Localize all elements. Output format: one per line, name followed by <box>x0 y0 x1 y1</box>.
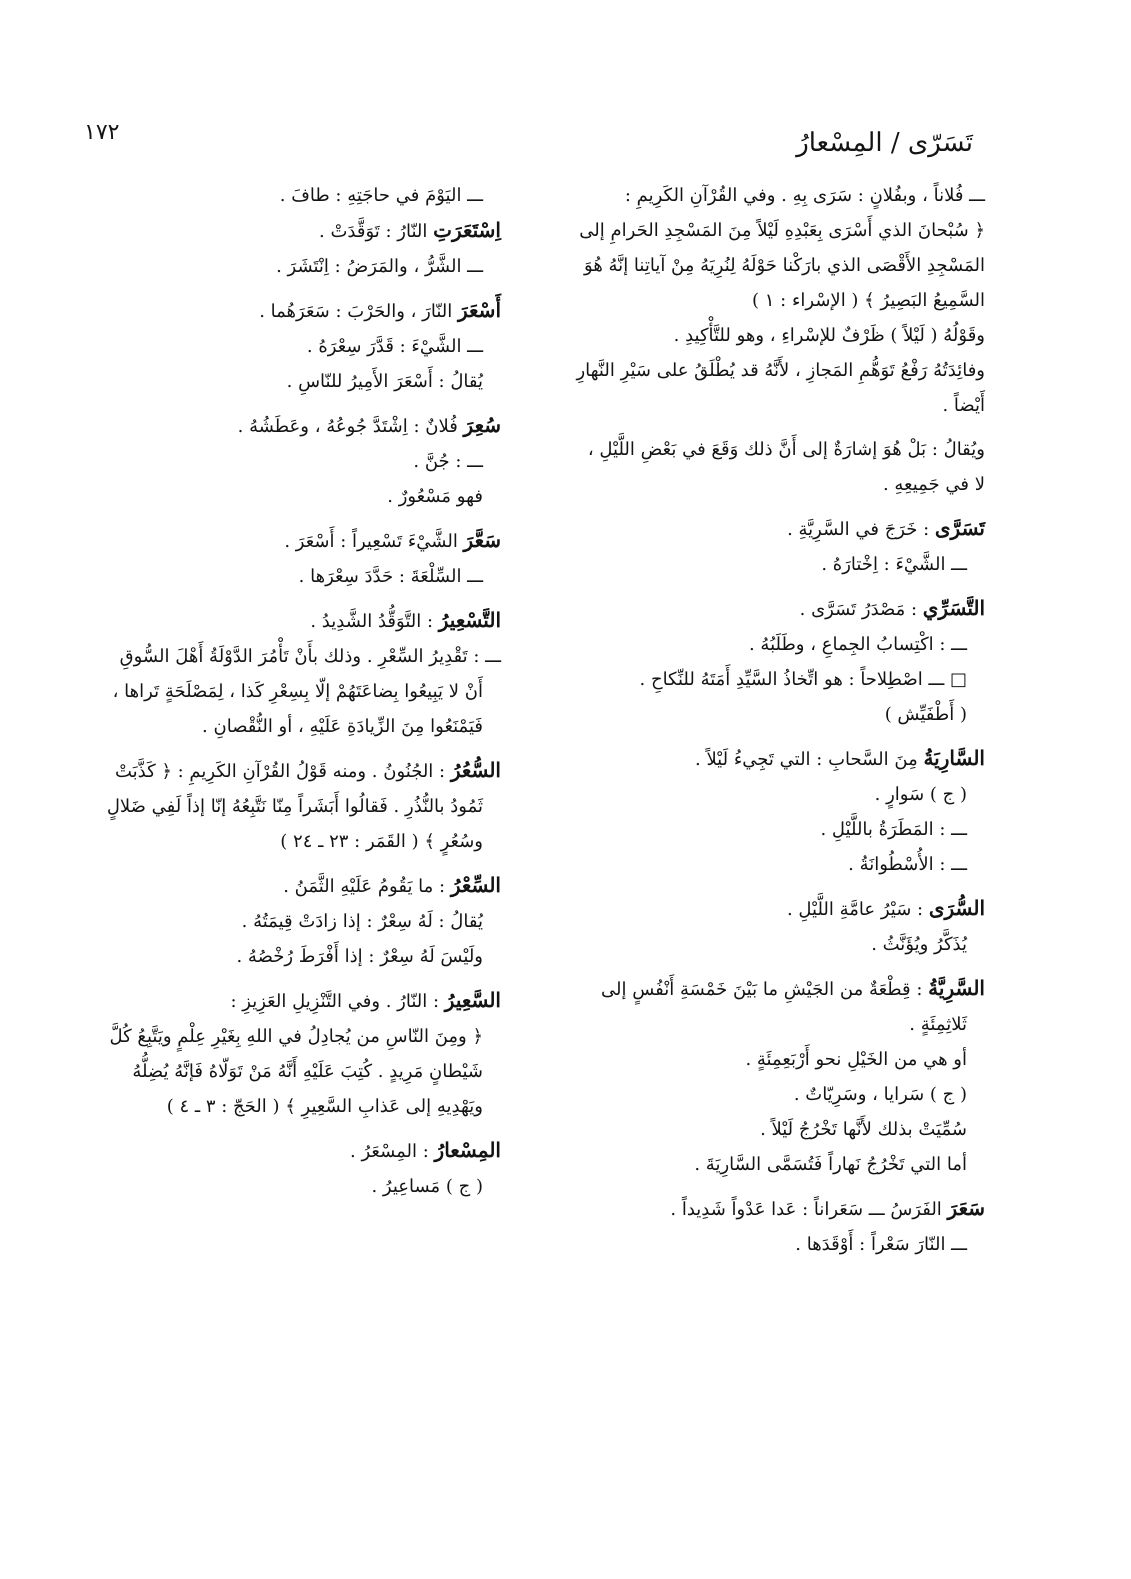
definition-text: ( ج ) مَساعِيرُ . <box>371 1176 483 1197</box>
definition-text: أَنْ لا يَبِيعُوا بِضاعَتَهُمْ إلّا بِسِعْرِ كَذا ، لِمَصْلَحَةٍ تَراها ، <box>112 681 483 702</box>
definition-text: المَسْجِدِ الأَقْصَى الذي بارَكْنا حَوْلَهُ لِنُرِيَهُ مِنْ آياتِنا إنَّهُ هُوَ <box>584 255 985 276</box>
definition-line <box>549 283 985 318</box>
definition-text: : سَيْرُ عامَّةِ اللَّيْلِ . <box>786 899 929 920</box>
dictionary-column-right <box>549 178 985 1262</box>
definition-text: ـــ الشَّرُّ ، والمَرَضُ : اِنْتَشَرَ . <box>276 256 483 277</box>
definition-line <box>549 353 985 388</box>
definition-text: وقَوْلُهُ ( لَيْلاً ) ظَرْفٌ للإسْراءِ ، وهو للتَّأْكِيدِ . <box>673 325 985 346</box>
headword: السُّرَى <box>928 896 985 920</box>
definition-text: يُقالُ : أَسْعَرَ الأَمِيرُ للنّاسِ . <box>286 371 483 392</box>
definition-text: يُقالُ : لَهُ سِعْرٌ : إذا زادَتْ قِيمَتُهُ . <box>241 911 483 932</box>
definition-line <box>549 697 985 732</box>
definition-text: □ ـــ اصْطِلاحاً : هو اتِّخاذُ السَّيِّدِ أَمَتَهُ للنِّكاحِ . <box>639 669 967 690</box>
definition-text: ثَلاثِمِئَةٍ . <box>909 1014 967 1035</box>
definition-text: مِنَ السَّحابِ : التي تَجِيءُ لَيْلاً . <box>695 749 924 770</box>
definition-text: فهو مَسْعُورٌ . <box>387 486 483 507</box>
headword: التَّسْعِيرُ <box>438 608 501 632</box>
definition-text: ( أَطْفَيِّش ) <box>884 704 967 725</box>
definition-line <box>549 1147 985 1182</box>
definition-line <box>549 1112 985 1147</box>
definition-text: وسُعُرٍ ﴾ ( القَمَر : ٢٣ ـ ٢٤ ) <box>280 831 483 852</box>
definition-text: ـــ السِّلْعَةَ : حَدَّدَ سِعْرَها . <box>298 566 483 587</box>
definition-line <box>51 249 501 284</box>
definition-line <box>51 559 501 594</box>
definition-line <box>549 467 985 502</box>
definition-text: ـــ : الأُسْطُوانَةُ . <box>848 854 967 875</box>
definition-text: ـــ : تَقْدِيرُ السِّعْرِ . وذلك بأَنْ تَأْمُرَ الدَّوْلَةُ أَهْلَ السُّوقِ <box>119 646 501 667</box>
definition-text: ـــ الشَّيْءَ : اِخْتارَهُ . <box>821 554 967 575</box>
definition-text: النّارَ ، والحَرْبَ : سَعَرَهُما . <box>259 301 458 322</box>
definition-line <box>549 662 985 697</box>
definition-line <box>51 1169 501 1204</box>
headword: السَّارِيَةُ <box>923 746 985 770</box>
headword: اِسْتَعَرَتِ <box>433 218 501 242</box>
headword: سَعَرَ <box>947 1196 985 1220</box>
headword: سُعِرَ <box>463 413 501 437</box>
definition-line <box>51 178 501 213</box>
definition-text: : خَرَجَ في السَّرِيَّةِ . <box>787 519 935 540</box>
definition-line <box>51 789 501 824</box>
definition-text: ولَيْسَ لَهُ سِعْرٌ : إذا أَفْرَطَ رُخْصُهُ . <box>236 946 483 967</box>
definition-text: الفَرَسُ ـــ سَعَراناً : عَدا عَدْواً شَدِيداً . <box>670 1199 948 1220</box>
headword: المِسْعارُ <box>434 1138 501 1162</box>
definition-text: ـــ الشَّيْءَ : قَدَّرَ سِعْرَهُ . <box>306 336 483 357</box>
definition-line <box>51 479 501 514</box>
definition-text: وفائِدَتُهُ رَفْعُ تَوَهُّمِ المَجازِ ، لأَنَّهُ قد يُطْلَقُ على سَيْرِ النَّهارِ <box>576 360 985 381</box>
definition-text: : الجُنُونُ . ومنه قَوْلُ القُرْآنِ الكَرِيمِ : ﴿ كَذَّبَتْ <box>114 761 451 782</box>
definition-line <box>549 388 985 423</box>
dictionary-entry-line <box>51 868 501 904</box>
definition-line <box>549 812 985 847</box>
definition-line <box>51 364 501 399</box>
definition-line <box>51 1089 501 1124</box>
headword: السِّعْرُ <box>450 873 501 897</box>
definition-line <box>51 444 501 479</box>
headword: أَسْعَرَ <box>458 298 501 322</box>
dictionary-entry-line <box>549 591 985 627</box>
page-number: ١٧٢ <box>84 120 120 145</box>
definition-line <box>51 639 501 674</box>
definition-line <box>51 1019 501 1054</box>
definition-line <box>549 547 985 582</box>
definition-text: ( ج ) سَوارٍ . <box>874 784 967 805</box>
definition-text: أو هي من الخَيْلِ نحو أَرْبَعِمِئَةٍ . <box>745 1049 967 1070</box>
definition-line <box>51 329 501 364</box>
headword: السَّعِيرُ <box>444 988 501 1012</box>
definition-line <box>51 674 501 709</box>
headword: التَّسَرِّي <box>922 596 985 620</box>
definition-line <box>549 318 985 353</box>
definition-text: الشَّيْءَ تَسْعِيراً : أَسْعَرَ . <box>284 531 464 552</box>
definition-line <box>549 1077 985 1112</box>
definition-line <box>549 178 985 213</box>
definition-line <box>549 1007 985 1042</box>
dictionary-entry-line <box>51 1133 501 1169</box>
definition-text: : قِطْعَةٌ من الجَيْشِ ما بَيْنَ خَمْسَةِ أَنْفُسٍ إلى <box>601 979 929 1000</box>
definition-text: فَيَمْنَعُوا مِنَ الزِّيادَةِ عَلَيْهِ ، أو النُّقْصانِ . <box>202 716 483 737</box>
definition-line <box>51 1054 501 1089</box>
dictionary-entry-line <box>51 753 501 789</box>
definition-line <box>51 824 501 859</box>
dictionary-entry-line <box>51 408 501 444</box>
headword: السَّرِيَّةُ <box>928 976 985 1000</box>
definition-line <box>549 927 985 962</box>
definition-text: ـــ : المَطَرَةُ باللَّيْلِ . <box>820 819 967 840</box>
definition-line <box>549 847 985 882</box>
definition-line <box>549 432 985 467</box>
definition-text: ويُقالُ : بَلْ هُوَ إشارَةٌ إلى أَنَّ ذلك وَقَعَ في بَعْضِ اللَّيْلِ ، <box>587 439 985 460</box>
definition-text: ﴿ ومِنَ النّاسِ من يُجادِلُ في اللهِ بِغَيْرِ عِلْمٍ ويَتَّبِعُ كُلَّ <box>109 1026 483 1047</box>
dictionary-entry-line <box>51 523 501 559</box>
definition-text: : مَصْدَرُ تَسَرَّى . <box>799 599 923 620</box>
definition-text: أما التي تَخْرُجُ نَهاراً فَتُسَمَّى السَّارِيَةَ . <box>694 1154 967 1175</box>
dictionary-entry-line <box>549 891 985 927</box>
definition-text: شَيْطانٍ مَرِيدٍ . كُتِبَ عَلَيْهِ أَنَّهُ مَنْ تَوَلّاهُ فَإنَّهُ يُضِلُّهُ <box>132 1061 483 1082</box>
definition-text: السَّمِيعُ البَصِيرُ ﴾ ( الإسْراء : ١ ) <box>752 290 985 311</box>
definition-line <box>51 709 501 744</box>
dictionary-entry-line <box>51 603 501 639</box>
dictionary-column-left <box>51 178 501 1204</box>
dictionary-entry-line <box>549 511 985 547</box>
definition-text: ـــ فُلاناً ، وبفُلانٍ : سَرَى بِهِ . وفي القُرْآنِ الكَرِيمِ : <box>624 185 985 206</box>
definition-text: لا في جَمِيعِهِ . <box>882 474 985 495</box>
definition-text: ـــ النّارَ سَعْراً : أَوْقَدَها . <box>795 1234 967 1255</box>
dictionary-entry-line <box>549 1191 985 1227</box>
headword: سَعَّرَ <box>463 528 501 552</box>
definition-text: : ما يَقُومُ عَلَيْهِ الثَّمَنُ . <box>283 876 451 897</box>
definition-line <box>549 1042 985 1077</box>
definition-line <box>51 939 501 974</box>
definition-text: أَيْضاً . <box>942 395 985 416</box>
definition-line <box>549 213 985 248</box>
dictionary-entry-line <box>51 213 501 249</box>
definition-line <box>51 904 501 939</box>
definition-text: : المِسْعَرُ . <box>350 1141 435 1162</box>
definition-text: سُمِّيَتْ بذلك لأَنَّها تَخْرُجُ لَيْلاً . <box>760 1119 967 1140</box>
definition-line <box>549 248 985 283</box>
definition-text: ـــ اليَوْمَ في حاجَتِهِ : طافَ . <box>279 185 483 206</box>
definition-text: فُلانٌ : اِشْتَدَّ جُوعُهُ ، وعَطَشُهُ . <box>237 416 464 437</box>
definition-line <box>549 627 985 662</box>
definition-text: يُذَكَّرُ ويُؤَنَّثُ . <box>871 934 967 955</box>
dictionary-entry-line <box>51 293 501 329</box>
dictionary-entry-line <box>549 741 985 777</box>
definition-text: ـــ : اكْتِسابُ الجِماعِ ، وطَلَبُهُ . <box>748 634 967 655</box>
definition-text: : التَّوَقُّدُ الشَّدِيدُ . <box>310 611 439 632</box>
definition-text: : النّارُ . وفي التَّنْزِيلِ العَزِيزِ : <box>230 991 445 1012</box>
running-head: تَسَرّى / المِسْعارُ <box>796 128 973 158</box>
definition-text: ـــ : جُنَّ . <box>413 451 483 472</box>
definition-line <box>549 777 985 812</box>
definition-text: النّارُ : تَوَقَّدَتْ . <box>319 221 434 242</box>
definition-text: ﴿ سُبْحانَ الذي أَسْرَى بِعَبْدِهِ لَيْلاً مِنَ المَسْجِدِ الحَرامِ إلى <box>579 220 985 241</box>
headword: تَسَرَّى <box>934 516 985 540</box>
dictionary-entry-line <box>549 971 985 1007</box>
definition-line <box>549 1227 985 1262</box>
definition-text: ( ج ) سَرايا ، وسَرِيّاتٌ . <box>793 1084 967 1105</box>
dictionary-entry-line <box>51 983 501 1019</box>
definition-text: ثَمُودُ بالنُّذُرِ . فَقالُوا أَبَشَراً مِنّا نَتَّبِعُهُ إنّا إذاً لَفِي ضَلالٍ <box>106 796 483 817</box>
headword: السُّعُرُ <box>450 758 501 782</box>
definition-text: ويَهْدِيهِ إلى عَذابِ السَّعِيرِ ﴾ ( الحَجّ : ٣ ـ ٤ ) <box>166 1096 483 1117</box>
